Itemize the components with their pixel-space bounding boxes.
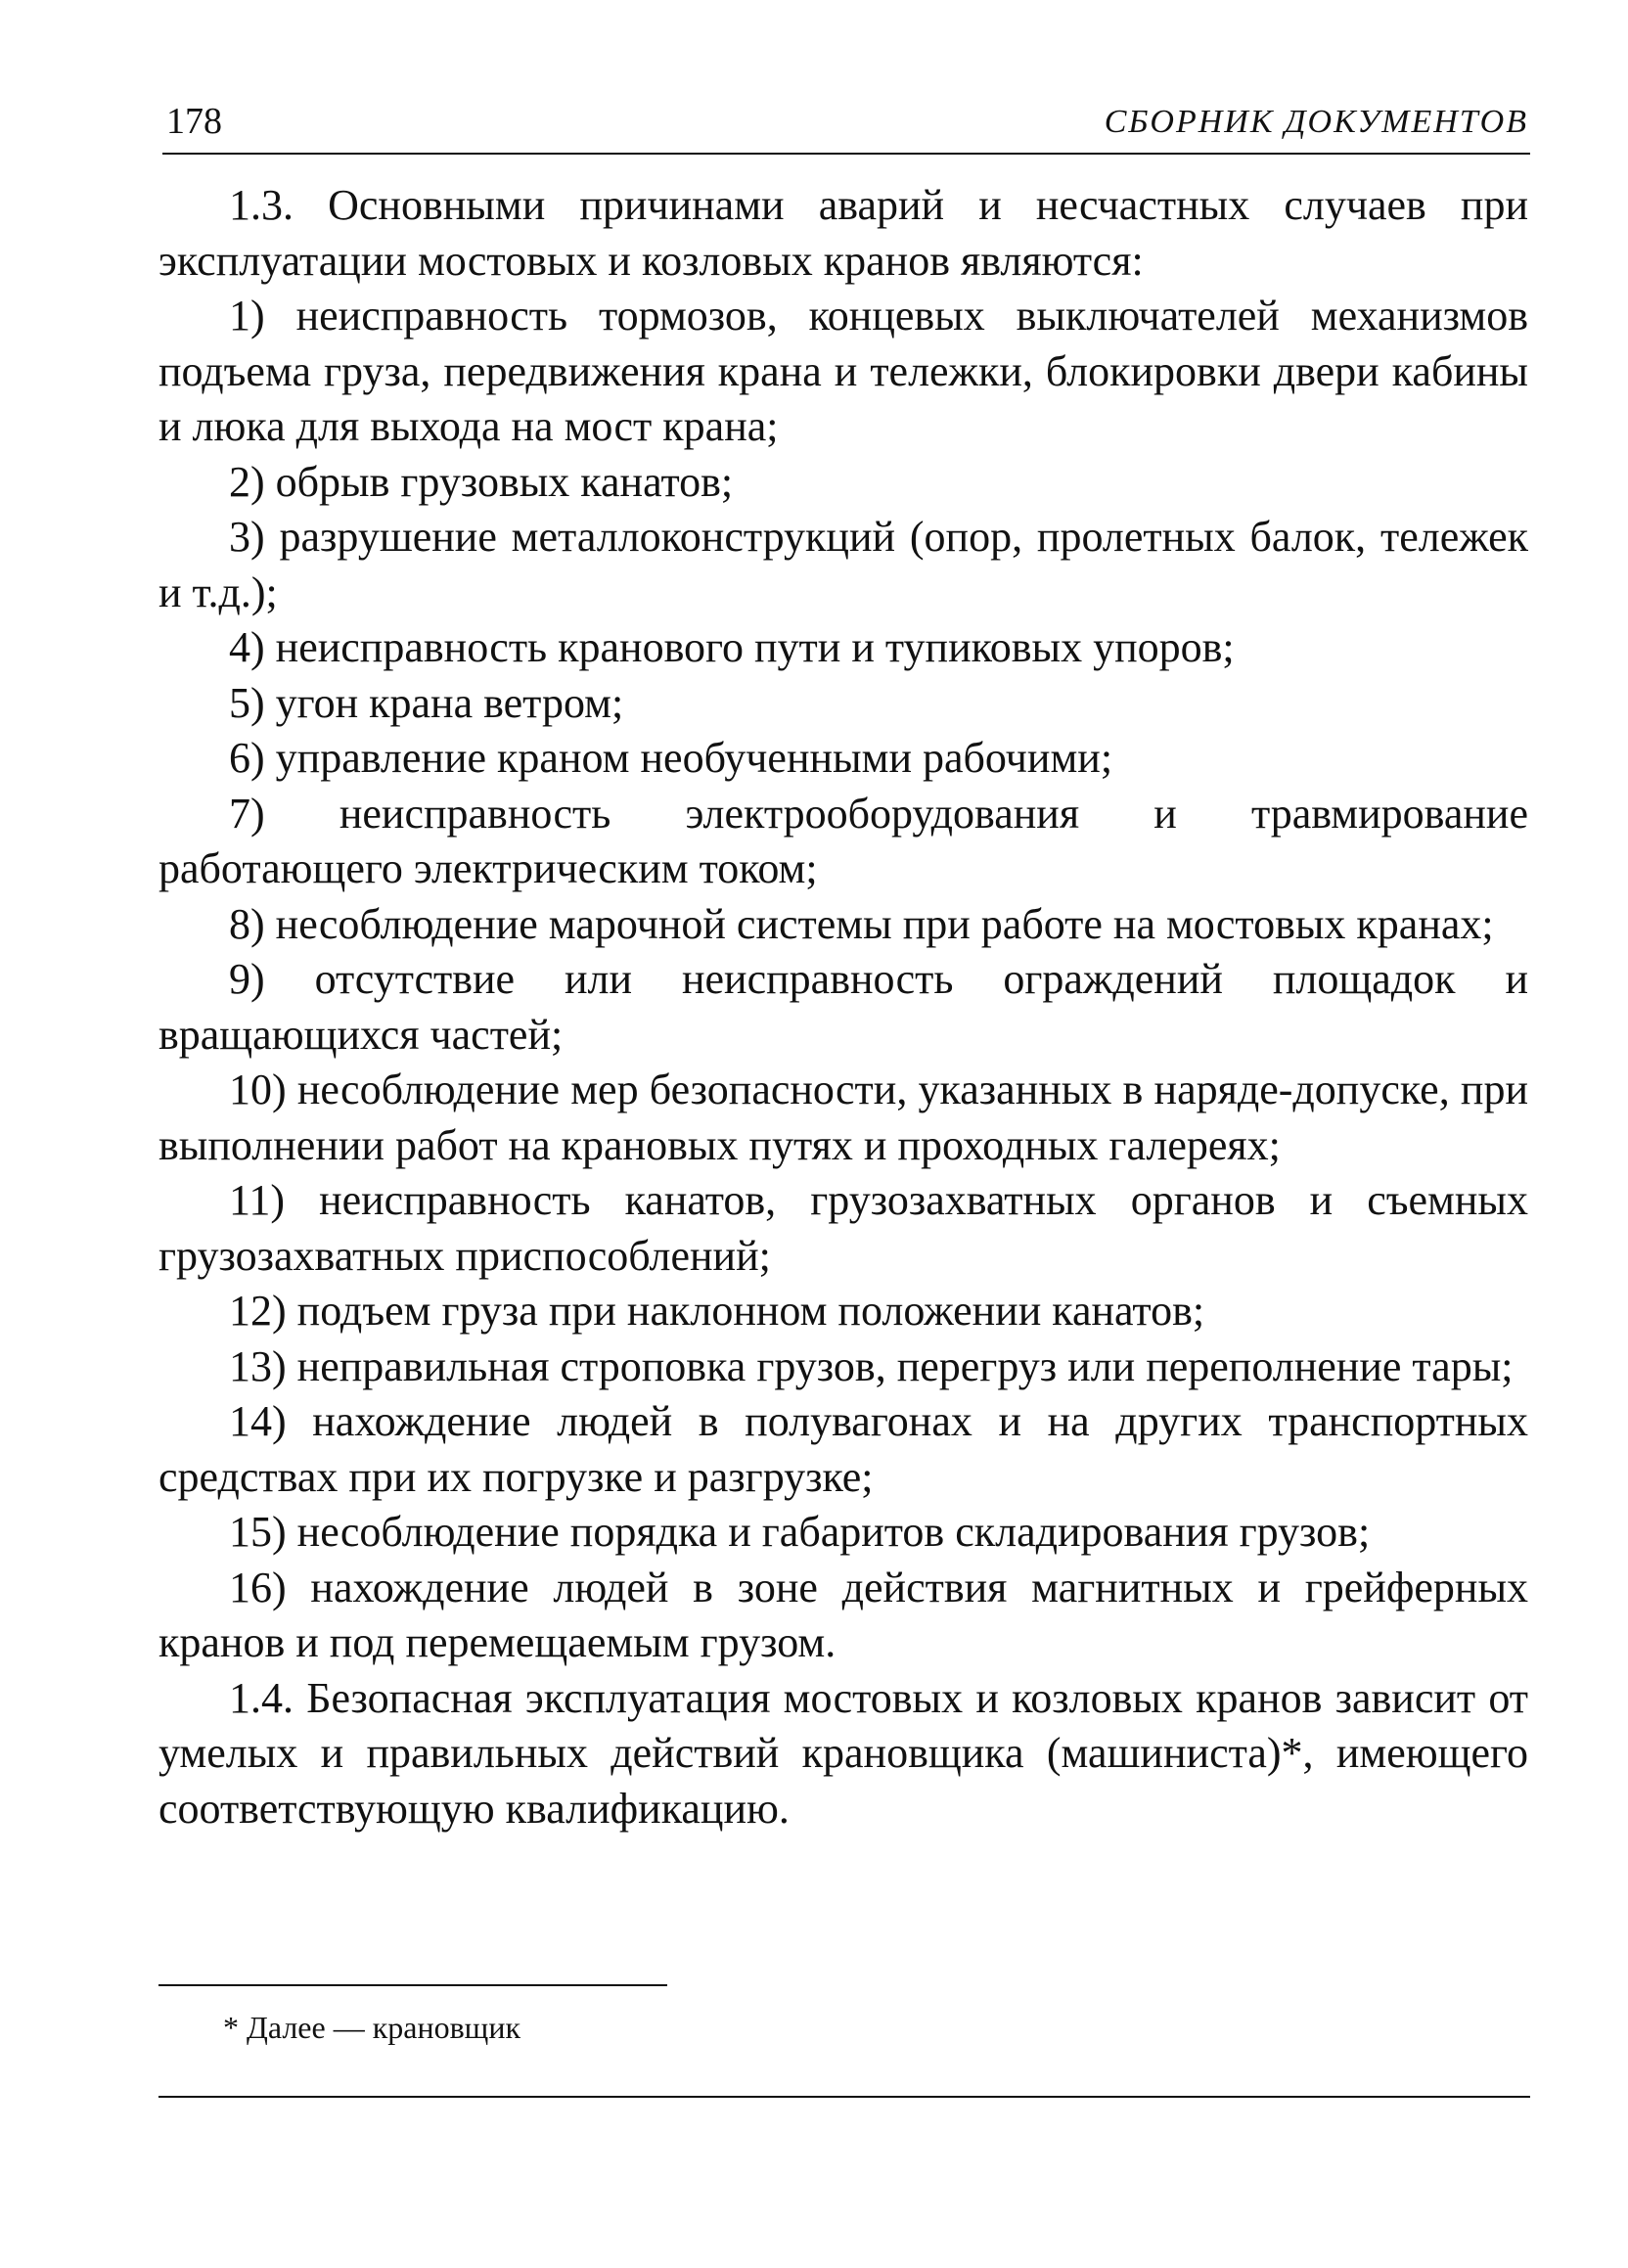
list-item-14: 14) нахождение людей в полувагонах и на других транспортных средствах при их погрузке и разгрузке; (158, 1397, 1528, 1501)
list-item-2: 2) обрыв грузовых канатов; (229, 457, 734, 506)
list-item-9: 9) отсутствие или неисправность ограждений площадок и вращающихся частей; (158, 955, 1528, 1059)
list-item-6: 6) управление краном необученными рабочими; (229, 734, 1113, 782)
footnote: * Далее — крановщик (223, 2010, 520, 2045)
list-item-4: 4) неисправность кранового пути и тупиковых упоров; (229, 623, 1235, 671)
list-item-7: 7) неисправность электрооборудования и травмирование работающего электрическим током; (158, 789, 1528, 892)
list-item-8: 8) несоблюдение марочной системы при работе на мостовых кранах; (229, 899, 1494, 948)
list-item-13: 13) неправильная строповка грузов, перегруз или переполнение тары; (229, 1341, 1514, 1390)
paragraph-1-3: 1.3. Основными причинами аварий и несчастных случаев при эксплуатации мостовых и козловых кранов являются: (158, 181, 1528, 285)
page-number: 178 (166, 101, 222, 142)
list-item-1: 1) неисправность тормозов, концевых выключателей механизмов подъема груза, передвижения крана и тележки, блокировки двери кабины и люка для выхода на мост крана; (158, 292, 1528, 450)
paragraph-1-4: 1.4. Безопасная эксплуатация мостовых и козловых кранов зависит от умелых и правильных действий крановщика (машиниста)*, имеющего соответствующую квалификацию. (158, 1673, 1528, 1833)
list-item-12: 12) подъем груза при наклонном положении канатов; (229, 1287, 1205, 1335)
body-text (158, 178, 1528, 1837)
list-item-5: 5) угон крана ветром; (229, 678, 624, 727)
running-title: СБОРНИК ДОКУМЕНТОВ (1104, 104, 1528, 140)
list-item-16: 16) нахождение людей в зоне действия магнитных и грейферных кранов и под перемещаемым грузом. (158, 1563, 1528, 1666)
list-item-11: 11) неисправность канатов, грузозахватных органов и съемных грузозахватных приспособлений; (158, 1176, 1528, 1280)
page-header (162, 94, 1530, 155)
list-item-15: 15) несоблюдение порядка и габаритов складирования грузов; (229, 1508, 1371, 1556)
footnote-divider (158, 1984, 667, 1986)
bottom-divider (158, 2096, 1530, 2098)
list-item-3: 3) разрушение металлоконструкций (опор, пролетных балок, тележек и т.д.); (158, 513, 1528, 616)
list-item-10: 10) несоблюдение мер безопасности, указанных в наряде-допуске, при выполнении работ на крановых путях и проходных галереях; (158, 1066, 1528, 1169)
